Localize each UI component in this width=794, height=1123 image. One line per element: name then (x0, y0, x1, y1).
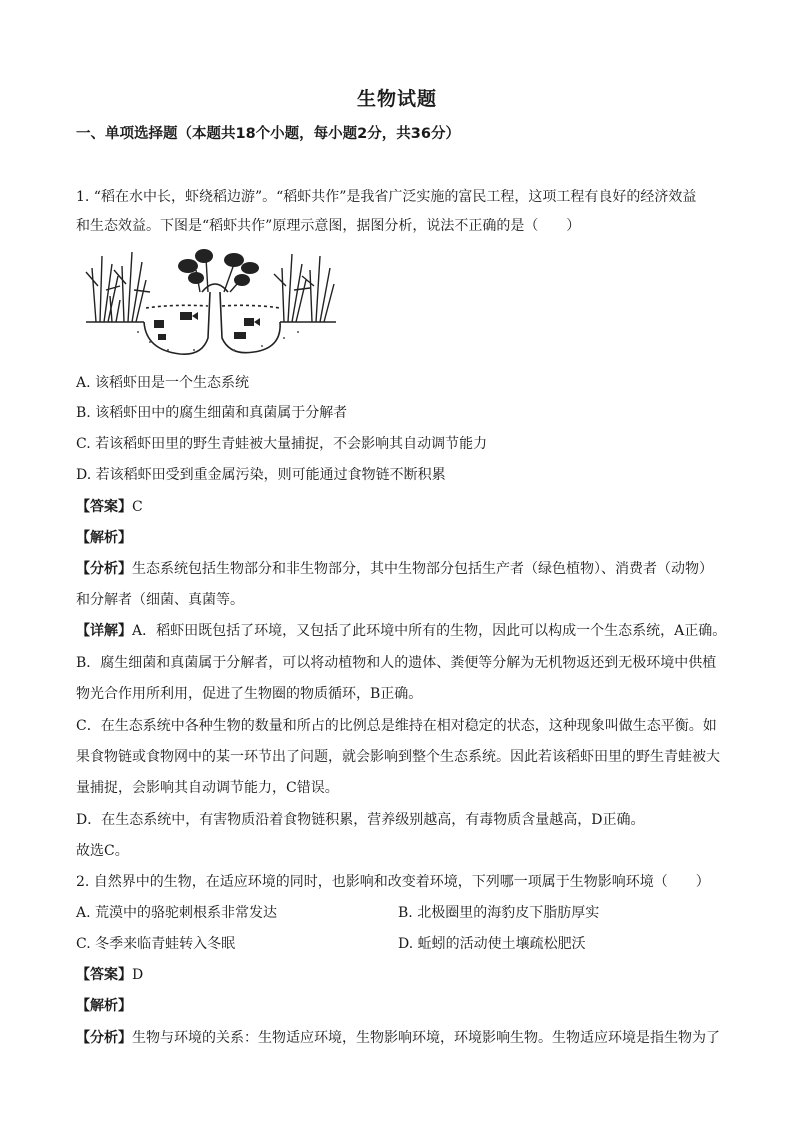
q2-analysis-label: 【解析】 (76, 998, 132, 1014)
answer-value: C (132, 499, 143, 515)
q1-fenxi-line1 (76, 559, 713, 579)
answer-label: 【答案】 (76, 967, 132, 983)
q1-detail-d: D．在生态系统中，有害物质沿着食物链积累，营养级别越高，有毒物质含量越高，D正确。 (76, 812, 645, 828)
q1-fenxi-line2: 和分解者（细菌、真菌等。 (76, 592, 244, 608)
answer-value: D (132, 967, 144, 983)
q2-option-d: D. 蚯蚓的活动使土壤疏松肥沃 (398, 936, 586, 952)
xiangjie-label: 【详解】 (76, 623, 132, 639)
fenxi-label: 【分析】 (76, 1030, 132, 1046)
q1-detail-b1: B．腐生细菌和真菌属于分解者，可以将动植物和人的遗体、粪便等分解为无机物返还到无极环境中供植 (76, 655, 717, 671)
q2-option-a: A. 荒漠中的骆驼刺根系非常发达 (76, 905, 278, 921)
detail-a-text: A．稻虾田既包括了环境，又包括了此环境中所有的生物，因此可以构成一个生态系统，A正确。 (132, 623, 727, 639)
q1-option-c: C. 若该稻虾田里的野生青蛙被大量捕捉，不会影响其自动调节能力 (76, 436, 488, 452)
page-title: 生物试题 (356, 88, 437, 110)
q1-conclusion: 故选C。 (76, 843, 129, 859)
answer-label: 【答案】 (76, 499, 132, 515)
q1-detail-c2: 果食物链或食物网中的某一环节出了问题，就会影响到整个生态系统。因此若该稻虾田里的野生青蛙被大 (76, 749, 720, 765)
q1-option-a: A. 该稻虾田是一个生态系统 (76, 375, 250, 391)
q2-fenxi-line1 (76, 1028, 720, 1048)
q1-detail-c3: 量捕捉，会影响其自动调节能力，C错误。 (76, 780, 339, 796)
q1-detail-b2: 物光合作用所利用，促进了生物圈的物质循环，B正确。 (76, 686, 423, 702)
q1-stem-line1: 1. “稻在水中长，虾绕稻边游”。“稻虾共作”是我省广泛实施的富民工程，这项工程有良好的经济效益 (76, 189, 697, 205)
fenxi-text: 生物与环境的关系：生物适应环境，生物影响环境，环境影响生物。生物适应环境是指生物为了 (132, 1030, 720, 1046)
fenxi-text: 生态系统包括生物部分和非生物部分，其中生物部分包括生产者（绿色植物）、消费者（动物） (132, 561, 713, 577)
rice-shrimp-diagram (84, 246, 338, 358)
q1-detail-c1: C．在生态系统中各种生物的数量和所占的比例总是维持在相对稳定的状态，这种现象叫做生态平衡。如 (76, 718, 717, 734)
q1-option-b: B. 该稻虾田中的腐生细菌和真菌属于分解者 (76, 405, 348, 421)
q2-option-c: C. 冬季来临青蛙转入冬眠 (76, 936, 236, 952)
q2-option-b: B. 北极圈里的海豹皮下脂肪厚实 (398, 905, 600, 921)
q1-answer (76, 497, 143, 517)
q2-stem: 2. 自然界中的生物，在适应环境的同时，也影响和改变着环境，下列哪一项属于生物影响环境（ ） (76, 874, 710, 890)
q1-analysis-label: 【解析】 (76, 530, 132, 546)
q1-stem-line2: 和生态效益。下图是“稻虾共作”原理示意图，据图分析，说法不正确的是（ ） (76, 218, 581, 234)
fenxi-label: 【分析】 (76, 561, 132, 577)
q2-answer (76, 965, 143, 985)
q1-option-d: D. 若该稻虾田受到重金属污染，则可能通过食物链不断积累 (76, 467, 446, 483)
q1-detail-a (76, 621, 726, 641)
section-heading: 一、单项选择题（本题共18个小题，每小题2分，共36分） (76, 126, 460, 142)
